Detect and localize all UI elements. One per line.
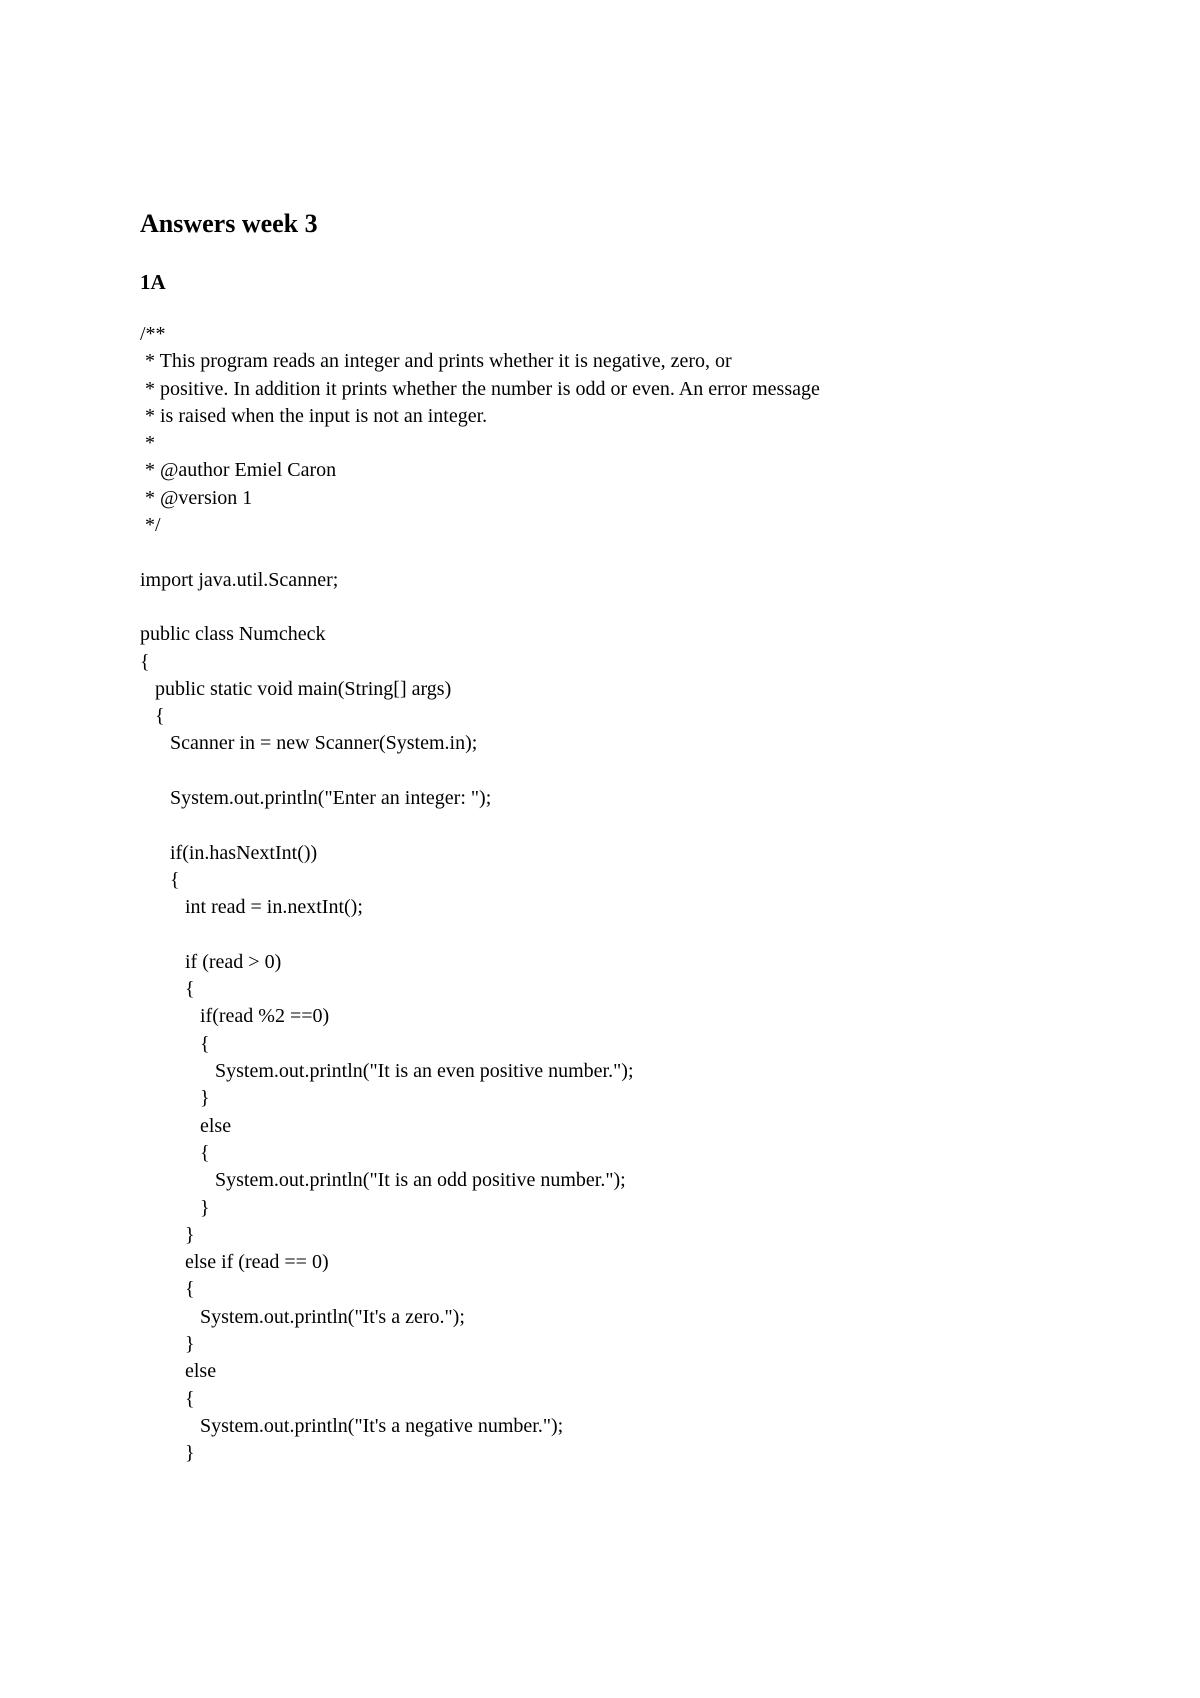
code-line: else — [140, 1114, 232, 1137]
code-line: */ — [140, 514, 161, 537]
code-line: System.out.println("Enter an integer: "); — [140, 787, 492, 810]
code-line: } — [140, 1087, 210, 1110]
code-line: * @author Emiel Caron — [140, 459, 337, 482]
code-line: if(read %2 ==0) — [140, 1005, 330, 1028]
code-line: { — [140, 650, 150, 673]
code-line — [140, 922, 820, 949]
code-line: import java.util.Scanner; — [140, 568, 339, 591]
code-line: if(in.hasNextInt()) — [140, 841, 318, 864]
code-line: Scanner in = new Scanner(System.in); — [140, 732, 478, 755]
code-line: * @version 1 — [140, 486, 253, 509]
code-line: { — [140, 1278, 195, 1301]
code-line: * is raised when the input is not an integer. — [140, 404, 488, 427]
code-line: } — [140, 1223, 195, 1246]
code-line: * positive. In addition it prints whether the number is odd or even. An error message — [140, 377, 820, 400]
code-line: { — [140, 978, 195, 1001]
code-line: { — [140, 1032, 210, 1055]
section-heading: 1A — [140, 270, 166, 294]
code-line: public class Numcheck — [140, 623, 326, 646]
code-line — [140, 812, 820, 839]
code-line: if (read > 0) — [140, 950, 282, 973]
code-listing — [140, 321, 820, 1467]
code-line: /** — [140, 323, 166, 345]
code-line — [140, 594, 820, 621]
code-line: { — [140, 868, 180, 891]
code-line: System.out.println("It's a zero."); — [140, 1305, 465, 1328]
code-line: System.out.println("It is an even positive number."); — [140, 1060, 634, 1083]
code-line — [140, 758, 820, 785]
code-line: else — [140, 1360, 217, 1383]
code-line — [140, 539, 820, 566]
code-line: System.out.println("It is an odd positive number."); — [140, 1169, 626, 1192]
code-line: public static void main(String[] args) — [140, 677, 452, 700]
code-line: * — [140, 432, 155, 455]
code-line: } — [140, 1332, 195, 1355]
code-line: } — [140, 1196, 210, 1219]
code-line: else if (read == 0) — [140, 1251, 329, 1274]
code-line: { — [140, 705, 165, 728]
code-line: } — [140, 1442, 195, 1465]
code-line: System.out.println("It's a negative number."); — [140, 1414, 564, 1437]
code-line: { — [140, 1141, 210, 1164]
page-title: Answers week 3 — [140, 209, 318, 238]
code-line: int read = in.nextInt(); — [140, 896, 363, 919]
code-line: * This program reads an integer and prints whether it is negative, zero, or — [140, 350, 732, 373]
code-line: { — [140, 1387, 195, 1410]
